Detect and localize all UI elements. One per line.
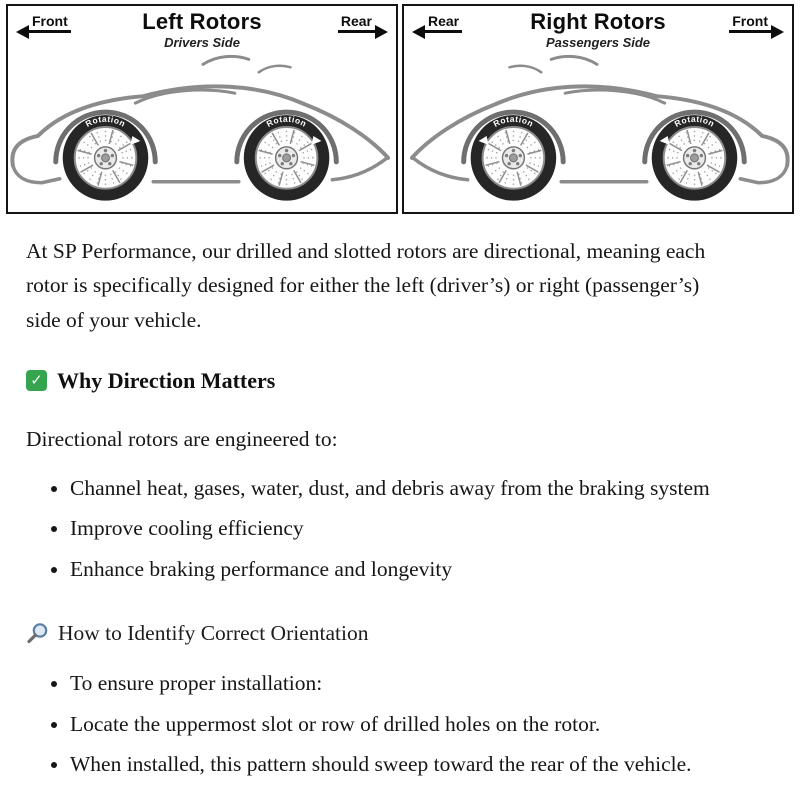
rear-direction-arrow (338, 13, 388, 33)
car-diagram-left (8, 50, 396, 210)
list-item: • Enhance braking performance and longevity (70, 552, 718, 586)
arrow-right-icon (771, 25, 784, 39)
identify-bullet-list (26, 666, 774, 781)
left-panel-header (8, 6, 396, 50)
arrow-left-icon (16, 25, 29, 39)
list-item: • Locate the uppermost slot or row of drilled holes on the rotor. (70, 707, 718, 741)
intro-paragraph: At SP Performance, our drilled and slotted rotors are directional, meaning each rotor is specifically designed for either the left (driver’s) or right (passenger’s) side of your vehicle. (26, 239, 706, 332)
right-rotors-panel (402, 4, 794, 214)
direction-label: Rear (338, 13, 375, 33)
front-direction-arrow (729, 13, 784, 33)
list-item: • Channel heat, gases, water, dust, and debris away from the braking system (70, 471, 718, 505)
rear-direction-arrow (412, 13, 462, 33)
rotation-label: Rotation (672, 113, 717, 129)
rotation-label: Rotation (83, 113, 128, 129)
heading-text: Why Direction Matters (57, 368, 276, 394)
panel-subtitle: Drivers Side (164, 35, 240, 50)
list-item: • Improve cooling efficiency (70, 511, 718, 545)
direction-label: Rear (425, 13, 462, 33)
right-panel-header (404, 6, 792, 50)
identify-orientation-heading (26, 616, 774, 650)
article-body (0, 214, 800, 781)
rotor-direction-figure (0, 0, 800, 214)
list-item: • To ensure proper installation: (70, 666, 718, 700)
direction-label: Front (29, 13, 71, 33)
panel-title: Right Rotors (530, 9, 666, 34)
direction-label: Front (729, 13, 771, 33)
check-icon (26, 370, 47, 391)
engineered-to-lead: Directional rotors are engineered to: (26, 427, 338, 452)
heading-text: How to Identify Correct Orientation (58, 620, 369, 645)
magnifier-icon (26, 621, 50, 645)
left-rotors-panel (6, 4, 398, 214)
why-direction-matters-heading (26, 363, 774, 398)
arrow-right-icon (375, 25, 388, 39)
front-direction-arrow (16, 13, 71, 33)
list-item: • When installed, this pattern should sweep toward the rear of the vehicle. (70, 747, 718, 781)
arrow-left-icon (412, 25, 425, 39)
panel-title: Left Rotors (142, 9, 262, 34)
why-bullet-list (26, 471, 774, 586)
panel-subtitle: Passengers Side (545, 35, 651, 50)
rotation-label: Rotation (491, 113, 536, 129)
car-diagram-right (404, 50, 792, 210)
rotation-label: Rotation (264, 113, 309, 129)
